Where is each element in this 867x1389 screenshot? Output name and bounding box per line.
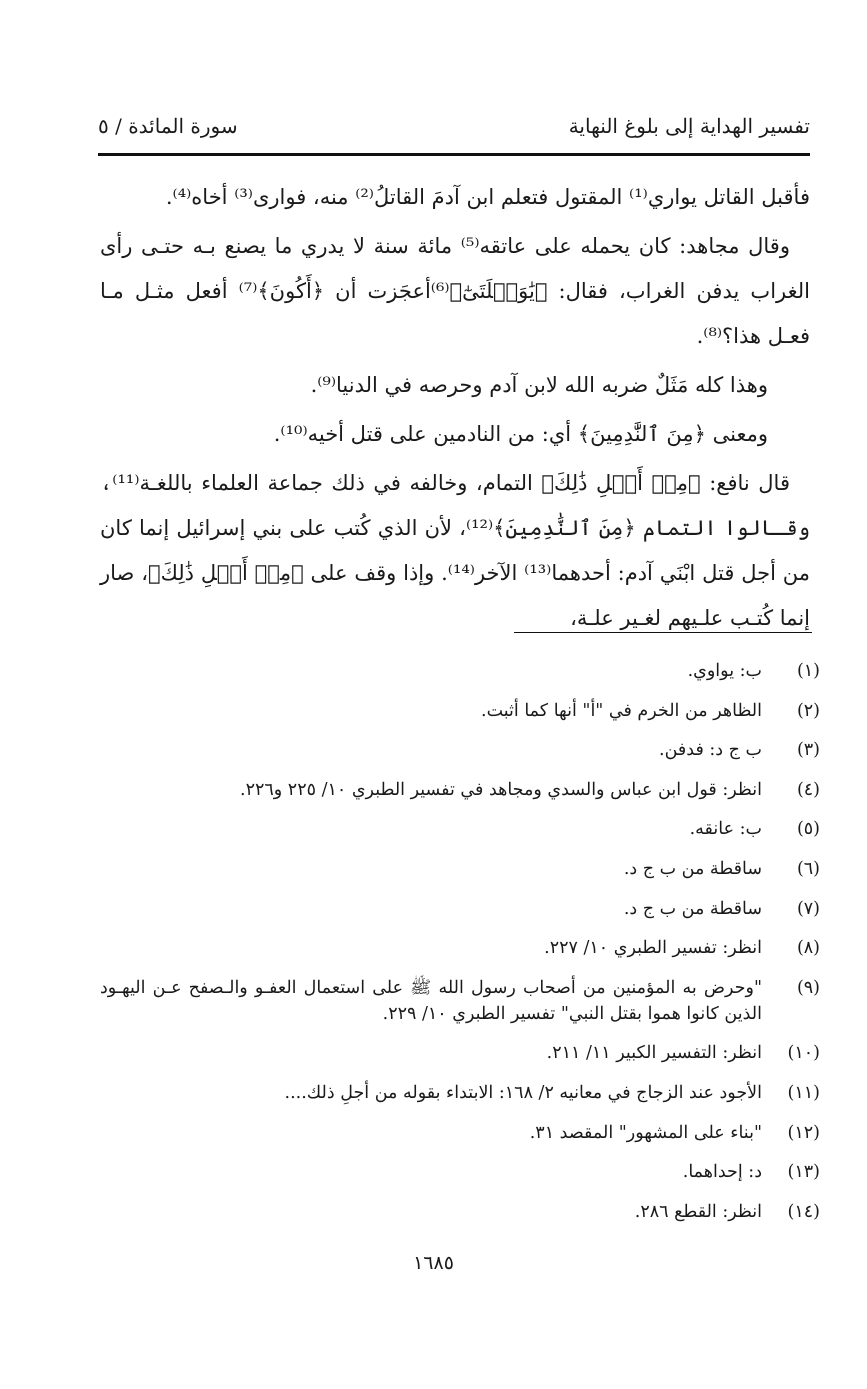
footnote [100, 737, 820, 763]
footnote [100, 1120, 820, 1146]
footnote [100, 896, 820, 922]
running-header [98, 108, 810, 148]
footnote-text: ب ج د: فدفن. [659, 740, 762, 761]
footnote-text: د: إحداهما. [682, 1162, 762, 1183]
footnote-text: ساقطة من ب ج د. [623, 858, 762, 879]
footnote-number: (١٤) [787, 1201, 820, 1222]
footnote-number: (١) [796, 661, 820, 681]
surah-label: سورة المائدة / ٥ [98, 114, 238, 138]
footnote [100, 698, 820, 724]
footnote-number: (٥) [796, 819, 820, 840]
footnote-text: "بناء على المشهور" المقصد ٣١. [529, 1122, 762, 1143]
footnote-number: (١٢) [787, 1122, 820, 1143]
footnote-text: انظر: القطع ٢٨٦. [634, 1201, 762, 1222]
footnote [100, 856, 820, 882]
footnote [100, 1080, 820, 1106]
footnote-number: (٧) [796, 898, 820, 919]
footnote [100, 975, 820, 1027]
footnote-text: انظر: تفسير الطبري ١٠/ ٢٢٧. [544, 938, 762, 959]
book-title: تفسير الهداية إلى بلوغ النهاية [568, 114, 810, 138]
footnote [100, 1199, 820, 1225]
footnote-text: ساقطة من ب ج د. [623, 898, 762, 919]
footnote-text: ب: عانقه. [689, 819, 762, 840]
footnote-text: انظر: قول ابن عباس والسدي ومجاهد في تفسير الطبري ١٠/ ٢٢٥ و٢٢٦. [240, 779, 762, 800]
footnote-text: "وحرض به المؤمنين من أصحاب رسول الله ﷺ على استعمال العفـو والـصفح عـن اليهـود الذين كانوا هموا بقتل النبي" تفسير الطبري ١٠/ ٢٢٩. [100, 977, 762, 1024]
footnote-number: (٣) [796, 740, 820, 761]
page-number: ١٦٨٥ [413, 1252, 454, 1274]
footnote-number: (١١) [787, 1082, 820, 1103]
footnotes [100, 658, 820, 1238]
footnote [100, 1040, 820, 1066]
footnote-number: (١٠) [787, 1043, 820, 1064]
footnote [100, 816, 820, 842]
main-text [100, 175, 810, 645]
paragraph: وقال مجاهد: كان يحمله على عاتقه⁽⁵⁾ مائة سنة لا يدري ما يصنع بـه حتـى رأى الغراب يدفن الغراب، فقال: ﴿يَٰوَيۡلَتَىٰٓ﴾⁽⁶⁾أعجَزت أن ﴿أَكُونَ﴾⁽⁷⁾ أفعل مثـل مـا فعـل هذا؟⁽⁸⁾. [100, 234, 810, 348]
paragraph: فأقبل القاتل يواري⁽¹⁾ المقتول فتعلم ابن آدمَ القاتلُ⁽²⁾ منه، فوارى⁽³⁾ أخاه⁽⁴⁾. [165, 185, 810, 209]
header-divider [98, 153, 810, 156]
footnote [100, 935, 820, 961]
paragraph: وهذا كله مَثَلٌ ضربه الله لابن آدم وحرصه في الدنيا⁽⁹⁾. [310, 373, 768, 397]
paragraph: قال نافع: ﴿مِنۡ أَجۡلِ ذَٰلِكَ﴾ التمام، وخالفه في ذلك جماعة العلماء باللغـة⁽¹¹⁾، وقـالوا التمام ﴿مِنَ ٱلنَّٰدِمِينَ﴾⁽¹²⁾، لأن الذي كُتب على بني إسرائيل إنما كان من أجل قتل ابْنَي آدم: أحدهما⁽¹³⁾ الآخر⁽¹⁴⁾. وإذا وقف على ﴿مِنۡ أَجۡلِ ذَٰلِكَ﴾، صار إنما كُتـب علـيهم لغـير علـة، [100, 471, 810, 630]
paragraph: ومعنى ﴿مِنَ ٱلنَّٰدِمِينَ﴾ أي: من النادمين على قتل أخيه⁽¹⁰⁾. [273, 422, 768, 446]
footnote-text: ب: يواوي. [687, 661, 762, 681]
footnote [100, 658, 820, 684]
footnote-text: الظاهر من الخرم في "أ" أنها كما أثبت. [481, 700, 762, 721]
footnote-number: (٩) [796, 977, 820, 998]
footnote [100, 777, 820, 803]
footnote-text: انظر: التفسير الكبير ١١/ ٢١١. [546, 1043, 762, 1064]
footnote-number: (٤) [796, 779, 820, 800]
footnote-divider [514, 632, 812, 633]
footnote-number: (٨) [796, 938, 820, 959]
footnote-number: (٦) [796, 858, 820, 879]
footnote [100, 1159, 820, 1185]
footnote-text: الأجود عند الزجاج في معانيه ٢/ ١٦٨: الابتداء بقوله من أجلِ ذلك.... [284, 1082, 762, 1103]
footnote-number: (٢) [796, 700, 820, 721]
footnote-number: (١٣) [787, 1162, 820, 1183]
